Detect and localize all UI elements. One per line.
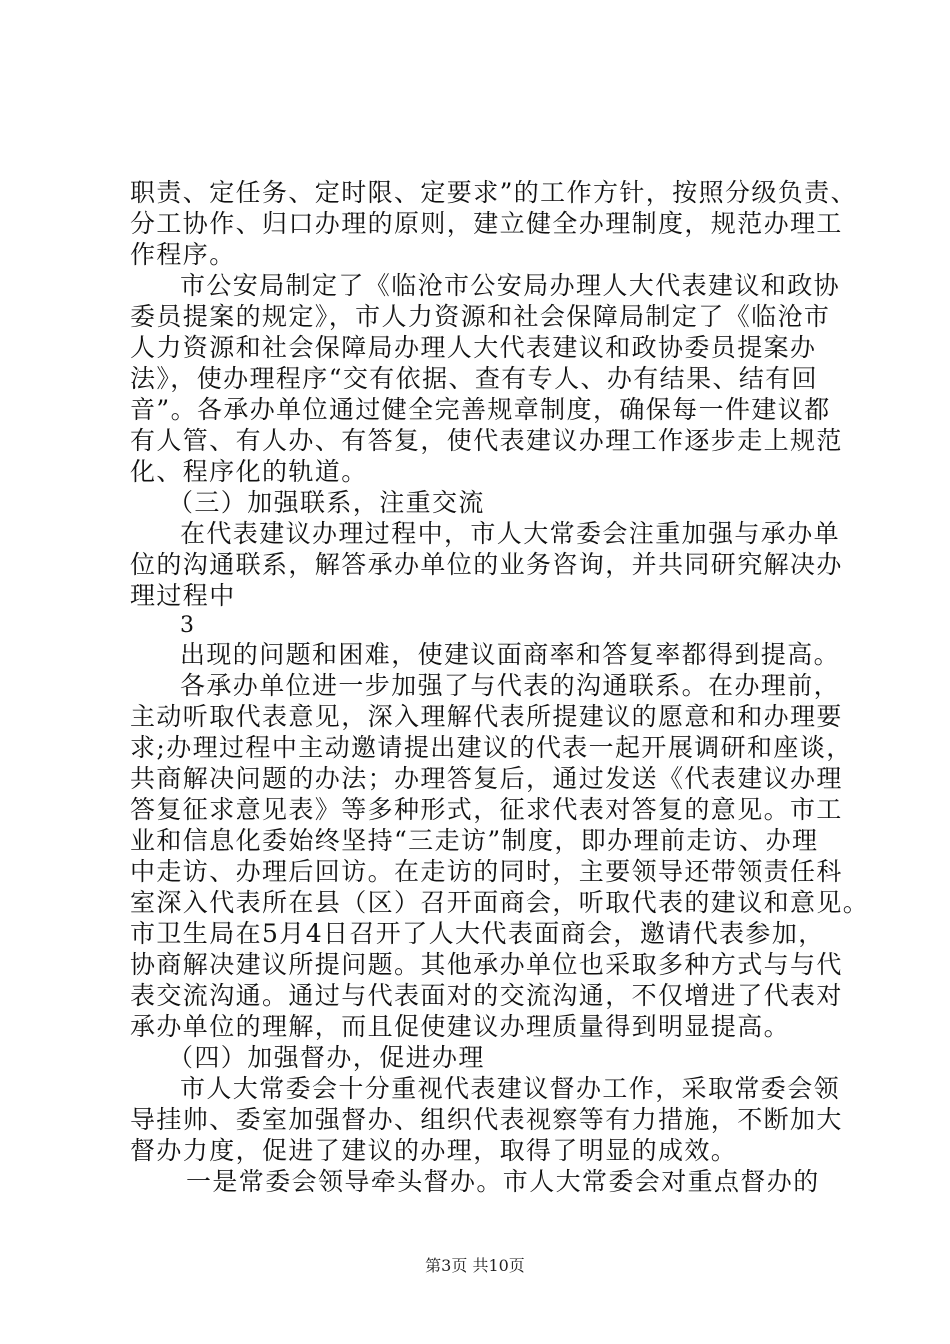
text-line: 室深入代表所在县（区）召开面商会，听取代表的建议和意见。 [130,888,870,917]
text-line: 委员提案的规定》，市人力资源和社会保障局制定了《临沧市 [130,302,831,331]
text-line: 主动听取代表意见，深入理解代表所提建议的愿意和和办理要 [130,702,843,731]
text-line: 音”。各承办单位通过健全完善规章制度，确保每一件建议都 [130,395,831,424]
text-line: 理过程中 [130,581,236,610]
text-line: 法》，使办理程序“交有依据、查有专人、办有结果、结有回 [130,364,819,393]
text-line: 表交流沟通。通过与代表面对的交流沟通，不仅增进了代表对 [130,981,843,1010]
text-line: 化、程序化的轨道。 [130,457,368,486]
text-line: 出现的问题和困难，使建议面商率和答复率都得到提高。 [180,640,841,669]
text-line: 督办力度，促进了建议的办理，取得了明显的成效。 [130,1136,738,1165]
text-line: 职责、定任务、定时限、定要求”的工作方针，按照分级负责、 [130,178,857,207]
text-line: 协商解决建议所提问题。其他承办单位也采取多种方式与与代 [130,950,843,979]
text-line: 有人管、有人办、有答复，使代表建议办理工作逐步走上规范 [130,426,843,455]
text-line: 业和信息化委始终坚持“三走访”制度，即办理前走访、办理 [130,826,819,855]
text-line: 作程序。 [130,240,236,269]
text-line: 中走访、办理后回访。在走访的同时，主要领导还带领责任科 [130,857,843,886]
paragraph-first-line: 各承办单位进一步加强了与代表的沟通联系。在办理前， [180,671,841,700]
text-line: 位的沟通联系，解答承办单位的业务咨询，并共同研究解决办 [130,550,843,579]
paragraph-first-line: 市公安局制定了《临沧市公安局办理人大代表建议和政协 [180,271,841,300]
text-line: 导挂帅、委室加强督办、组织代表视察等有力措施，不断加大 [130,1105,843,1134]
text-line: 答复征求意见表》等多种形式，征求代表对答复的意见。市工 [130,795,843,824]
section-heading: （四）加强督办，促进办理 [168,1043,485,1072]
text-line: 人力资源和社会保障局办理人大代表建议和政协委员提案办 [130,333,817,362]
page-footer: 第3页 共10页 [425,1256,525,1275]
text-line: 分工协作、归口办理的原则，建立健全办理制度，规范办理工 [130,209,843,238]
text-line: 市卫生局在5月4日召开了人大代表面商会，邀请代表参加， [130,919,825,948]
paragraph-first-line: 在代表建议办理过程中，市人大常委会注重加强与承办单 [180,519,841,548]
paragraph-first-line: 市人大常委会十分重视代表建议督办工作，采取常委会领 [180,1074,841,1103]
text-line: 共商解决问题的办法；办理答复后，通过发送《代表建议办理 [130,764,843,793]
paragraph-first-line: 一是常委会领导牵头督办。市人大常委会对重点督办的 [186,1167,820,1196]
text-line: 求;办理过程中主动邀请提出建议的代表一起开展调研和座谈， [130,733,853,762]
inline-page-number: 3 [180,613,196,638]
section-heading: （三）加强联系，注重交流 [168,488,485,517]
text-line: 承办单位的理解，而且促使建议办理质量得到明显提高。 [130,1012,791,1041]
